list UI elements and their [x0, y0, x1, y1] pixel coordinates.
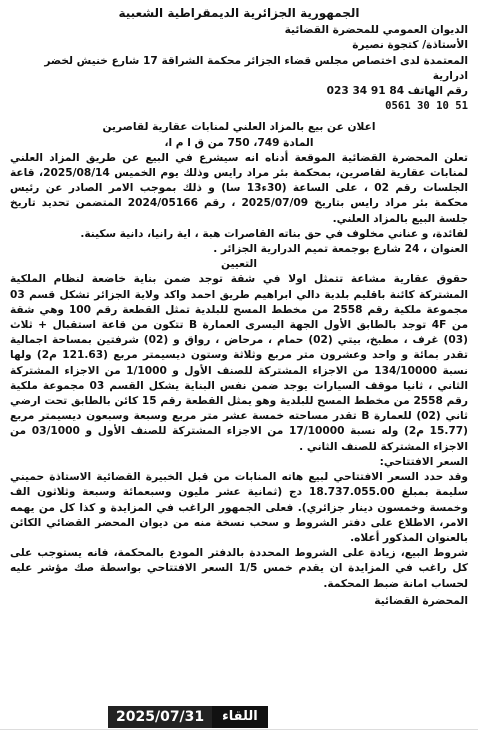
- publication-date: 2025/07/31: [108, 706, 212, 728]
- notice-paragraph-2: لفائدة، و عناني مخلوف في حق بناته القاصرات هبة ، اية رانيا، دانية سكينة.: [80, 227, 468, 240]
- notice-paragraph-3: العنوان ، 24 شارع بوجمعة تميم الدرارية الجزائر .: [213, 243, 468, 256]
- notice-paragraph-6: شروط البيع، زيادة على الشروط المحددة بالدفتر المودع بالمحكمة، فانه يستوجب على كل راغب في المزايدة ان يقدم خمس 1/5 السعر الافتتاحي بواسطة صك مؤشر عليه لحساب امانة ضبط المحكمة.: [10, 547, 468, 590]
- office-jurisdiction: المعتمدة لدى اختصاص مجلس قضاء الجزائر محكمة الشراقة 17 شارع خنيش لخضر ادرارية: [44, 54, 468, 82]
- section-title-price: السعر الافتتاحي:: [379, 455, 468, 468]
- office-name: الديوان العمومي للمحضرة القضائية: [284, 24, 468, 37]
- footer-banner: [108, 706, 270, 728]
- newspaper-logo: اللقاء: [212, 706, 268, 728]
- notice-articles: المادة 749، 750 من ق ا م ا،: [164, 136, 314, 149]
- notice-paragraph-1: تعلن المحضرة القضائية الموقعة أدناه انه سيشرع في البيع عن طريق المزاد العلني لمنابات عقارية لقاصرين، بمحكمة بئر مراد رايس وذلك يوم الخميس 2025/08/14، قاعة الجلسات رقم 02 ، على الساعة (30ء13 سا) و ذلك بموجب الامر الصادر عن رئيس محكمة بئر مراد رايس بتاريخ 2025/07/09 ، رقم 2024/05166 المتضمن تحديد تاريخ جلسة البيع بالمزاد العلني.: [10, 151, 469, 225]
- office-phone: رقم الهاتف 84 91 34 023: [326, 85, 468, 98]
- office-mobile: 0561 30 10 51: [385, 100, 468, 113]
- section-title-designation: التعيين: [220, 258, 258, 271]
- notice-paragraph-5: وقد حدد السعر الافتتاحي لبيع هاته المنابات من قبل الخبيرة القضائية الاستاذة حميني سليمة بمبلغ 18.737.055.00 دج (ثمانية عشر مليون وسبعمائة وسبعة وثلاثون الف وخمسة وخمسون دينار جزائري). فعلى الجمهور الراغب في المزايدة و كذا كل من يهمه الامر، الاطلاع على دفتر الشروط و سحب نسخة منه من ديوان المحضر القضائي الكائن بالعنوان المذكور أعلاه.: [10, 471, 468, 544]
- office-person: الأستاذة/ كتجوة نصيرة: [352, 39, 468, 52]
- republic-header: الجمهورية الجزائرية الديمقراطية الشعبية: [118, 6, 360, 20]
- notice-title: اعلان عن بيع بالمزاد العلني لمنابات عقارية لقاصرين: [102, 121, 376, 134]
- notice-paragraph-4: حقوق عقارية مشاعة تتمثل اولا في شقة توجد ضمن بناية خاضعة لنظام الملكية المشتركة كائنة باقليم بلدية دالي ابراهيم طريق احمد واكد ولاية الجزائر تشكل قسم 03 مجموعة ملكية رقم 2558 من مخطط المسح للبلدية تمثل القطعة رقم 100 وهي شقة من 4F توجد بالطابق الأول الجهة اليسرى العمارة B تتكون من قاعة استقبال + ثلاث (03) غرف ، مطبخ، بيتي (02) حمام ، مرحاض ، رواق و (02) شرفتين بمساحة اجمالية تقدر بمائة و واحد وعشرون متر مربع وثلاثة وستون ديسيمتر مربع (121.63 م2) ولها نسبة 134/10000 من الاجزاء المشتركة للصنف الأول و 1/1000 من الاجزاء المشتركة الثاني ، ثانيا موقف السيارات يوجد ضمن نفس البناية يشكل القسم 03 مجموعة ملكية رقم 2558 من مخطط المسح للبلدية وهو يمثل القطعة رقم 15 كائن بالطابق تحت ارضي ثاني (02) للعمارة B تقدر مساحته خمسة عشر متر مربع وسبعة وسبعون ديسيمتر مربع (15.77 م2) وله نسبة 17/10000 من الاجزاء المشتركة للصنف الأول و 03/1000 من الاجزاء المشتركة للصنف الثاني .: [10, 273, 469, 453]
- signature-label: المحضرة القضائية: [374, 594, 468, 607]
